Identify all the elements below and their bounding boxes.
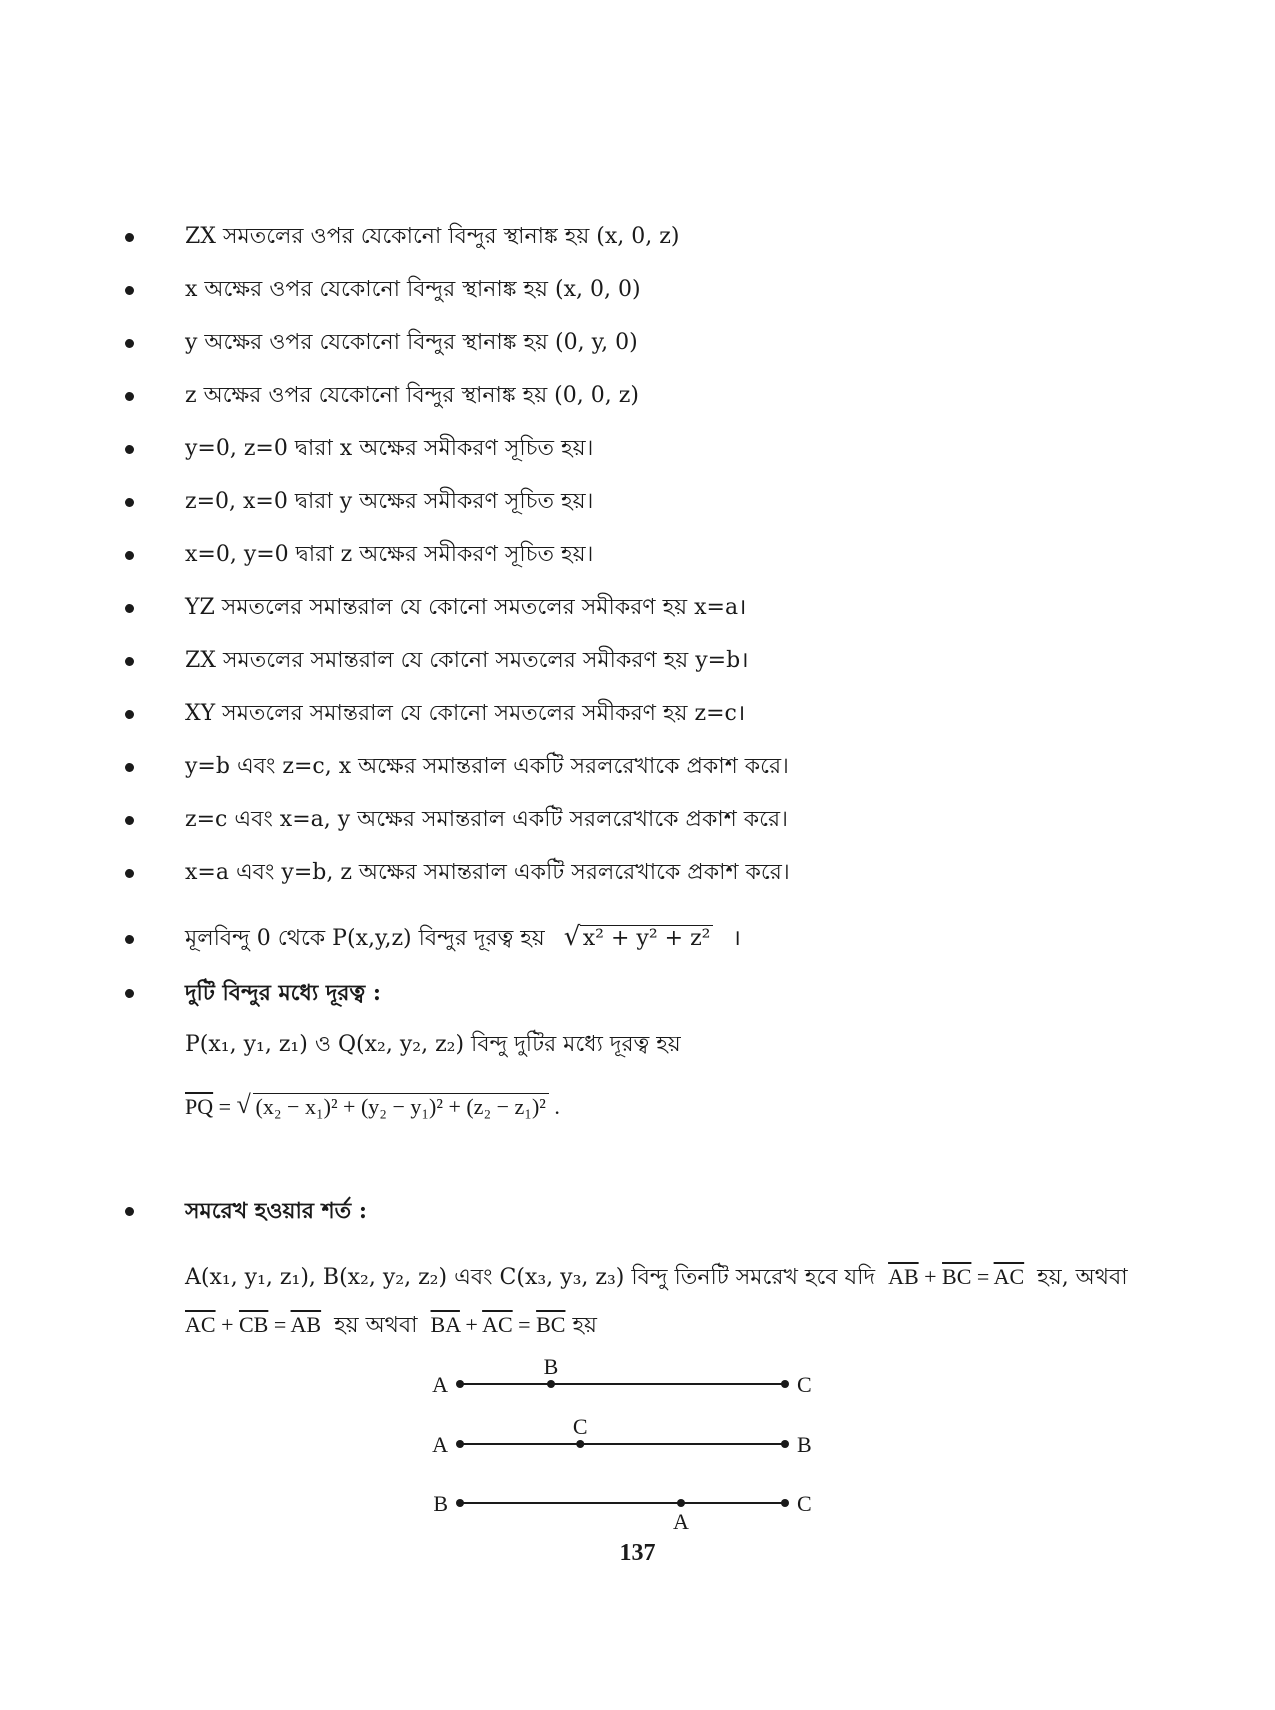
pq-segment: $\overline{PQ}$ <box>185 1094 214 1119</box>
bullet-text: ZX সমতলের সমান্তরাল যে কোনো সমতলের সমীকরণ হয় y=b। <box>185 648 749 673</box>
middle-point-label: C <box>572 1414 588 1439</box>
origin-distance-text: মূলবিন্দু 0 থেকে P(x,y,z) বিন্দুর দূরত্ব হয় <box>185 926 545 951</box>
bullet-text: y অক্ষের ওপর যেকোনো বিন্দুর স্থানাঙ্ক হয় (0, y, 0) <box>185 330 638 355</box>
right-point <box>781 1499 789 1507</box>
right-point <box>781 1440 789 1448</box>
bullet-text: z অক্ষের ওপর যেকোনো বিন্দুর স্থানাঙ্ক হয় (0, 0, z) <box>185 383 639 408</box>
diagram-line-group <box>432 1414 812 1457</box>
right-point-label: C <box>797 1372 812 1397</box>
middle-point <box>677 1499 685 1507</box>
equals-sign: = <box>213 1094 237 1119</box>
sqrt-icon: √ <box>236 1090 251 1119</box>
distance-heading: দুটি বিন্দুর মধ্যে দূরত্ব : <box>185 980 381 1006</box>
middle-point <box>547 1380 555 1388</box>
segment-ac: $\overline{AC}$ <box>993 1264 1025 1289</box>
collinear-heading: সমরেখ হওয়ার শর্ত : <box>185 1198 367 1224</box>
plus-sign: + <box>918 1264 943 1289</box>
right-point-label: B <box>797 1432 812 1457</box>
sqrt-icon: √ <box>563 922 581 952</box>
middle-point-label: A <box>673 1509 689 1534</box>
bullet-text: y=0, z=0 দ্বারা x অক্ষের সমীকরণ সূচিত হয়। <box>185 436 594 461</box>
bullet-text: XY সমতলের সমান্তরাল যে কোনো সমতলের সমীকরণ হয় z=c। <box>185 701 746 726</box>
collinear-mid-text: হয় অথবা <box>334 1313 418 1338</box>
left-point-label: A <box>432 1372 448 1397</box>
plus-sign: + <box>459 1312 483 1337</box>
left-point <box>456 1380 464 1388</box>
segment-bc: $\overline{BC}$ <box>942 1264 972 1289</box>
left-point <box>456 1440 464 1448</box>
equals-sign: = <box>512 1312 537 1337</box>
segment-ac: $\overline{AC}$ <box>482 1312 513 1337</box>
segment-cb: $\overline{CB}$ <box>238 1312 269 1337</box>
bullet-text: x=0, y=0 দ্বারা z অক্ষের সমীকরণ সূচিত হয়। <box>185 542 594 567</box>
distance-radicand: (x₂ − x₁)² + (y₂ − y₁)² + (z₂ − z₁)² <box>253 1093 549 1119</box>
segment-ab: $\overline{AB}$ <box>290 1312 322 1337</box>
equals-sign: = <box>268 1312 291 1337</box>
left-point-label: A <box>432 1432 448 1457</box>
right-point <box>781 1380 789 1388</box>
page-number: 137 <box>619 1540 656 1566</box>
collinear-line-2-end: হয় <box>572 1313 597 1338</box>
plus-sign: + <box>215 1312 239 1337</box>
segment-ab: $\overline{AB}$ <box>888 1264 919 1289</box>
bullet-text: x=a এবং y=b, z অক্ষের সমান্তরাল একটি সরলরেখাকে প্রকাশ করে। <box>185 860 790 885</box>
diagram-line-group <box>433 1491 811 1534</box>
distance-text: P(x₁, y₁, z₁) ও Q(x₂, y₂, z₂) বিন্দু দুটির মধ্যে দূরত্ব হয় <box>185 1032 681 1057</box>
left-point <box>456 1499 464 1507</box>
collinear-line-1-end: হয়, অথবা <box>1037 1265 1128 1290</box>
collinear-text: A(x₁, y₁, z₁), B(x₂, y₂, z₂) এবং C(x₃, y₃, z₃) বিন্দু তিনটি সমরেখ হবে যদি <box>185 1265 876 1290</box>
left-point-label: B <box>433 1491 448 1516</box>
middle-point-label: B <box>543 1354 559 1379</box>
segment-ac: $\overline{AC}$ <box>185 1312 216 1337</box>
origin-distance-radicand: x² + y² + z² <box>580 925 714 951</box>
origin-distance-end: । <box>732 926 741 951</box>
equals-sign: = <box>971 1264 994 1289</box>
bullet-text: ZX সমতলের ওপর যেকোনো বিন্দুর স্থানাঙ্ক হয় (x, 0, z) <box>185 224 680 249</box>
formula-end: . <box>548 1094 560 1119</box>
bullet-text: z=0, x=0 দ্বারা y অক্ষের সমীকরণ সূচিত হয়। <box>185 489 594 514</box>
bullet-text: y=b এবং z=c, x অক্ষের সমান্তরাল একটি সরলরেখাকে প্রকাশ করে। <box>185 754 789 779</box>
bullet-text: z=c এবং x=a, y অক্ষের সমান্তরাল একটি সরলরেখাকে প্রকাশ করে। <box>185 807 788 832</box>
right-point-label: C <box>797 1491 812 1516</box>
bullet-text: x অক্ষের ওপর যেকোনো বিন্দুর স্থানাঙ্ক হয় (x, 0, 0) <box>185 277 641 302</box>
diagram-line-group <box>432 1354 812 1397</box>
segment-bc: $\overline{BC}$ <box>536 1312 566 1337</box>
segment-ba: $\overline{BA}$ <box>430 1312 460 1337</box>
middle-point <box>576 1440 584 1448</box>
bullet-text: YZ সমতলের সমান্তরাল যে কোনো সমতলের সমীকরণ হয় x=a। <box>185 595 747 620</box>
